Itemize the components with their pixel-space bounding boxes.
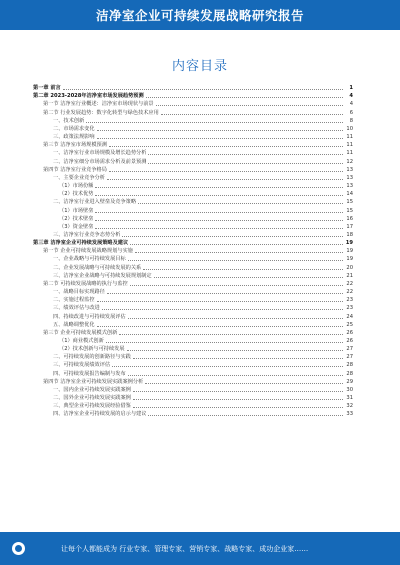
toc-entry-label: 第四节 洁净室企业可持续发展实践案例分析 [43,378,144,385]
toc-entry-page: 32 [346,403,353,410]
toc-leader-dots [63,89,343,90]
toc-entry-page: 4 [349,101,353,108]
toc-entry[interactable] [33,157,353,165]
toc-entry[interactable] [33,255,353,263]
toc-entry[interactable] [33,296,353,304]
toc-entry[interactable] [33,247,353,255]
toc-entry[interactable] [33,198,353,206]
toc-entry-page: 14 [346,191,353,198]
toc-entry[interactable] [33,84,353,92]
toc-entry-label: 四、可持续发展报告编制与发布 [53,370,126,377]
toc-entry-page: 6 [349,109,353,116]
toc-leader-dots [148,154,343,155]
toc-leader-dots [130,285,343,286]
toc-entry-page: 12 [346,158,353,165]
toc-entry-page: 33 [346,411,353,418]
toc-leader-dots [112,366,343,367]
toc-leader-dots [148,163,343,164]
toc-entry[interactable] [33,149,353,157]
toc-entry[interactable] [33,337,353,345]
toc-entry[interactable] [33,361,353,369]
toc-entry[interactable] [33,288,353,296]
toc-leader-dots [135,252,343,253]
toc-entry-page: 13 [346,174,353,181]
toc-entry-label: （2）技术壁垒 [59,215,94,222]
toc-entry[interactable] [33,272,353,280]
toc-entry-page: 23 [346,305,353,312]
toc-entry-label: （1）市场壁垒 [59,207,94,214]
toc-entry-page: 13 [346,183,353,190]
toc-leader-dots [148,415,343,416]
toc-entry-label: 四、洁净室企业可持续发展的启示与建议 [53,411,147,418]
toc-leader-dots [102,309,343,310]
toc-entry-page: 19 [345,240,353,247]
toc-entry-page: 26 [346,329,353,336]
toc-entry-label: 三、典型企业可持续发展经验借鉴 [53,403,131,410]
toc-entry[interactable] [33,117,353,125]
toc-leader-dots [97,130,343,131]
toc-leader-dots [138,203,343,204]
toc-leader-dots [95,195,343,196]
toc-entry-page: 29 [346,378,353,385]
toc-entry-label: 一、技术创新 [53,117,85,124]
toc-entry[interactable] [33,239,353,247]
toc-entry-label: 第一节 洁净室行业概述：洁净室市场现状与前景 [43,101,154,108]
toc-leader-dots [128,260,343,261]
toc-entry[interactable] [33,223,353,231]
toc-entry-label: 二、企业发展战略与可持续发展的关系 [53,264,142,271]
toc-entry-label: 一、洁净室行业市场规模及增长趋势分析 [53,150,147,157]
toc-entry-page: 19 [346,248,353,255]
toc-entry[interactable] [33,402,353,410]
toc-entry-label: （1）市场份额 [59,183,94,190]
toc-entry-label: 一、主要企业竞争分析 [53,174,105,181]
footer-slogan: 让每个人都能成为 行业专家、管理专家、营销专家、战略专家、成功企业家…… [61,544,309,553]
toc-entry[interactable] [33,386,353,394]
toc-leader-dots [109,171,343,172]
toc-entry-page: 27 [346,354,353,361]
toc-entry[interactable] [33,108,353,116]
table-of-contents [33,84,353,418]
toc-leader-dots [128,318,343,319]
toc-leader-dots [97,301,343,302]
toc-entry-page: 31 [346,395,353,402]
toc-leader-dots [95,220,343,221]
toc-entry-page: 21 [346,272,353,279]
toc-leader-dots [161,114,343,115]
toc-entry[interactable] [33,100,353,108]
toc-leader-dots [133,407,343,408]
toc-entry-page: 15 [346,199,353,206]
toc-entry-label: 一、企业战略与可持续发展目标 [53,256,126,263]
toc-leader-dots [97,326,343,327]
toc-entry[interactable] [33,190,353,198]
toc-entry-page: 11 [346,142,353,149]
toc-entry-label: 第二章 2023-2028年洁净室市场发展趋势预测 [33,93,144,100]
toc-entry-label: 第四节 洁净室行业竞争格局 [43,166,107,173]
toc-entry-label: 四、持续改进与可持续发展评估 [53,313,126,320]
toc-leader-dots [107,179,343,180]
toc-entry-label: 三、可持续发展绩效评估 [53,362,111,369]
toc-entry[interactable] [33,231,353,239]
toc-entry-label: 三、洁净室企业战略与可持续发展规划制定 [53,272,152,279]
toc-entry-label: 五、战略调整优化 [53,321,95,328]
toc-leader-dots [106,342,343,343]
toc-entry-label: 一、国内企业可持续发展实践案例 [53,386,131,393]
toc-entry-label: 第三节 企业可持续发展模式创新 [43,329,118,336]
toc-entry-label: 第二节 行业发展趋势：数字化转型与绿色技术应用 [43,109,159,116]
toc-entry-page: 27 [346,346,353,353]
toc-entry-page: 1 [349,85,353,92]
toc-entry-label: 二、实施过程监控 [53,297,95,304]
toc-entry-label: 第二节 可持续发展战略的执行与监控 [43,280,128,287]
toc-entry[interactable] [33,263,353,271]
toc-entry-page: 13 [346,166,353,173]
toc-entry[interactable] [33,206,353,214]
toc-entry-label: 第三章 洁净室企业可持续发展策略及建议 [33,240,129,247]
toc-leader-dots [97,138,343,139]
toc-leader-dots [154,277,343,278]
toc-entry-label: （2）技术优势 [59,191,94,198]
toc-entry[interactable] [33,92,353,100]
toc-entry-page: 11 [346,134,353,141]
toc-entry-page: 26 [346,338,353,344]
toc-entry[interactable] [33,174,353,182]
toc-entry[interactable] [33,321,353,329]
toc-leader-dots [156,105,343,106]
toc-entry[interactable] [33,182,353,190]
toc-entry-label: 二、可持续发展的创新路径与实践 [53,354,131,361]
toc-entry-page: 11 [346,150,353,157]
toc-entry-page: 30 [346,386,353,393]
toc-leader-dots [146,97,343,98]
toc-entry[interactable] [33,312,353,320]
toc-entry-page: 19 [346,256,353,263]
footer-bar [0,532,400,565]
toc-entry-label: 二、国外企业可持续发展实践案例 [53,395,131,402]
toc-entry-label: 二、市场需求变化 [53,125,95,132]
toc-entry-page: 8 [349,117,353,124]
toc-entry-page: 23 [346,297,353,304]
toc-entry[interactable] [33,280,353,288]
toc-entry-label: （1）商业模式创新 [59,338,104,344]
toc-entry-label: 三、洁净室行业竞争态势分析 [53,231,121,238]
toc-entry[interactable] [33,410,353,418]
toc-entry-label: 第一章 前言 [33,85,61,92]
toc-entry-page: 28 [346,362,353,369]
toc-entry[interactable] [33,329,353,337]
logo-icon [12,542,25,555]
toc-entry-page: 22 [346,280,353,287]
toc-leader-dots [143,269,343,270]
toc-entry-label: 三、政策法规影响 [53,134,95,141]
toc-entry[interactable] [33,345,353,353]
toc-entry-page: 10 [346,125,353,132]
toc-leader-dots [107,293,343,294]
toc-entry-page: 25 [346,321,353,328]
toc-leader-dots [86,122,343,123]
header-bar [0,0,400,30]
toc-leader-dots [109,146,343,147]
toc-entry[interactable] [33,141,353,149]
toc-entry-page: 28 [346,370,353,377]
toc-entry-page: 17 [346,223,353,230]
toc-entry-page: 16 [346,215,353,222]
toc-entry-page: 22 [346,289,353,296]
toc-entry-label: （3）资金壁垒 [59,223,94,230]
toc-leader-dots [95,187,343,188]
toc-leader-dots [133,399,343,400]
toc-entry[interactable] [33,304,353,312]
toc-entry-label: 一、战略目标实现路径 [53,289,105,296]
toc-entry-label: 二、洁净室行业进入壁垒及竞争策略 [53,199,137,206]
toc-entry[interactable] [33,133,353,141]
toc-entry[interactable] [33,166,353,174]
toc-entry-page: 24 [346,313,353,320]
toc-leader-dots [127,350,343,351]
toc-leader-dots [95,212,343,213]
toc-entry-page: 18 [346,231,353,238]
toc-entry-page: 20 [346,264,353,271]
toc-leader-dots [128,375,343,376]
toc-title: 内容目录 [171,59,228,74]
toc-entry-label: 第三节 洁净室市场规模预测 [43,142,107,149]
toc-entry[interactable] [33,369,353,377]
toc-leader-dots [133,391,343,392]
toc-entry-label: 二、洁净室细分市场需求分析及前景预测 [53,158,147,165]
toc-entry[interactable] [33,125,353,133]
toc-entry[interactable] [33,378,353,386]
toc-entry-page: 4 [349,93,353,100]
toc-entry-label: 三、绩效评估与改进 [53,305,100,312]
toc-entry-label: （2）技术创新与可持续发展 [59,346,125,353]
toc-leader-dots [119,334,343,335]
toc-leader-dots [95,228,343,229]
toc-entry[interactable] [33,215,353,223]
toc-entry[interactable] [33,353,353,361]
toc-entry-page: 15 [346,207,353,214]
toc-leader-dots [122,236,343,237]
toc-entry-label: 第一节 企业可持续发展战略规划与实施 [43,248,133,255]
toc-leader-dots [130,244,343,245]
toc-leader-dots [133,358,343,359]
toc-leader-dots [145,383,343,384]
toc-entry[interactable] [33,394,353,402]
report-title: 洁净室企业可持续发展战略研究报告 [95,8,304,23]
